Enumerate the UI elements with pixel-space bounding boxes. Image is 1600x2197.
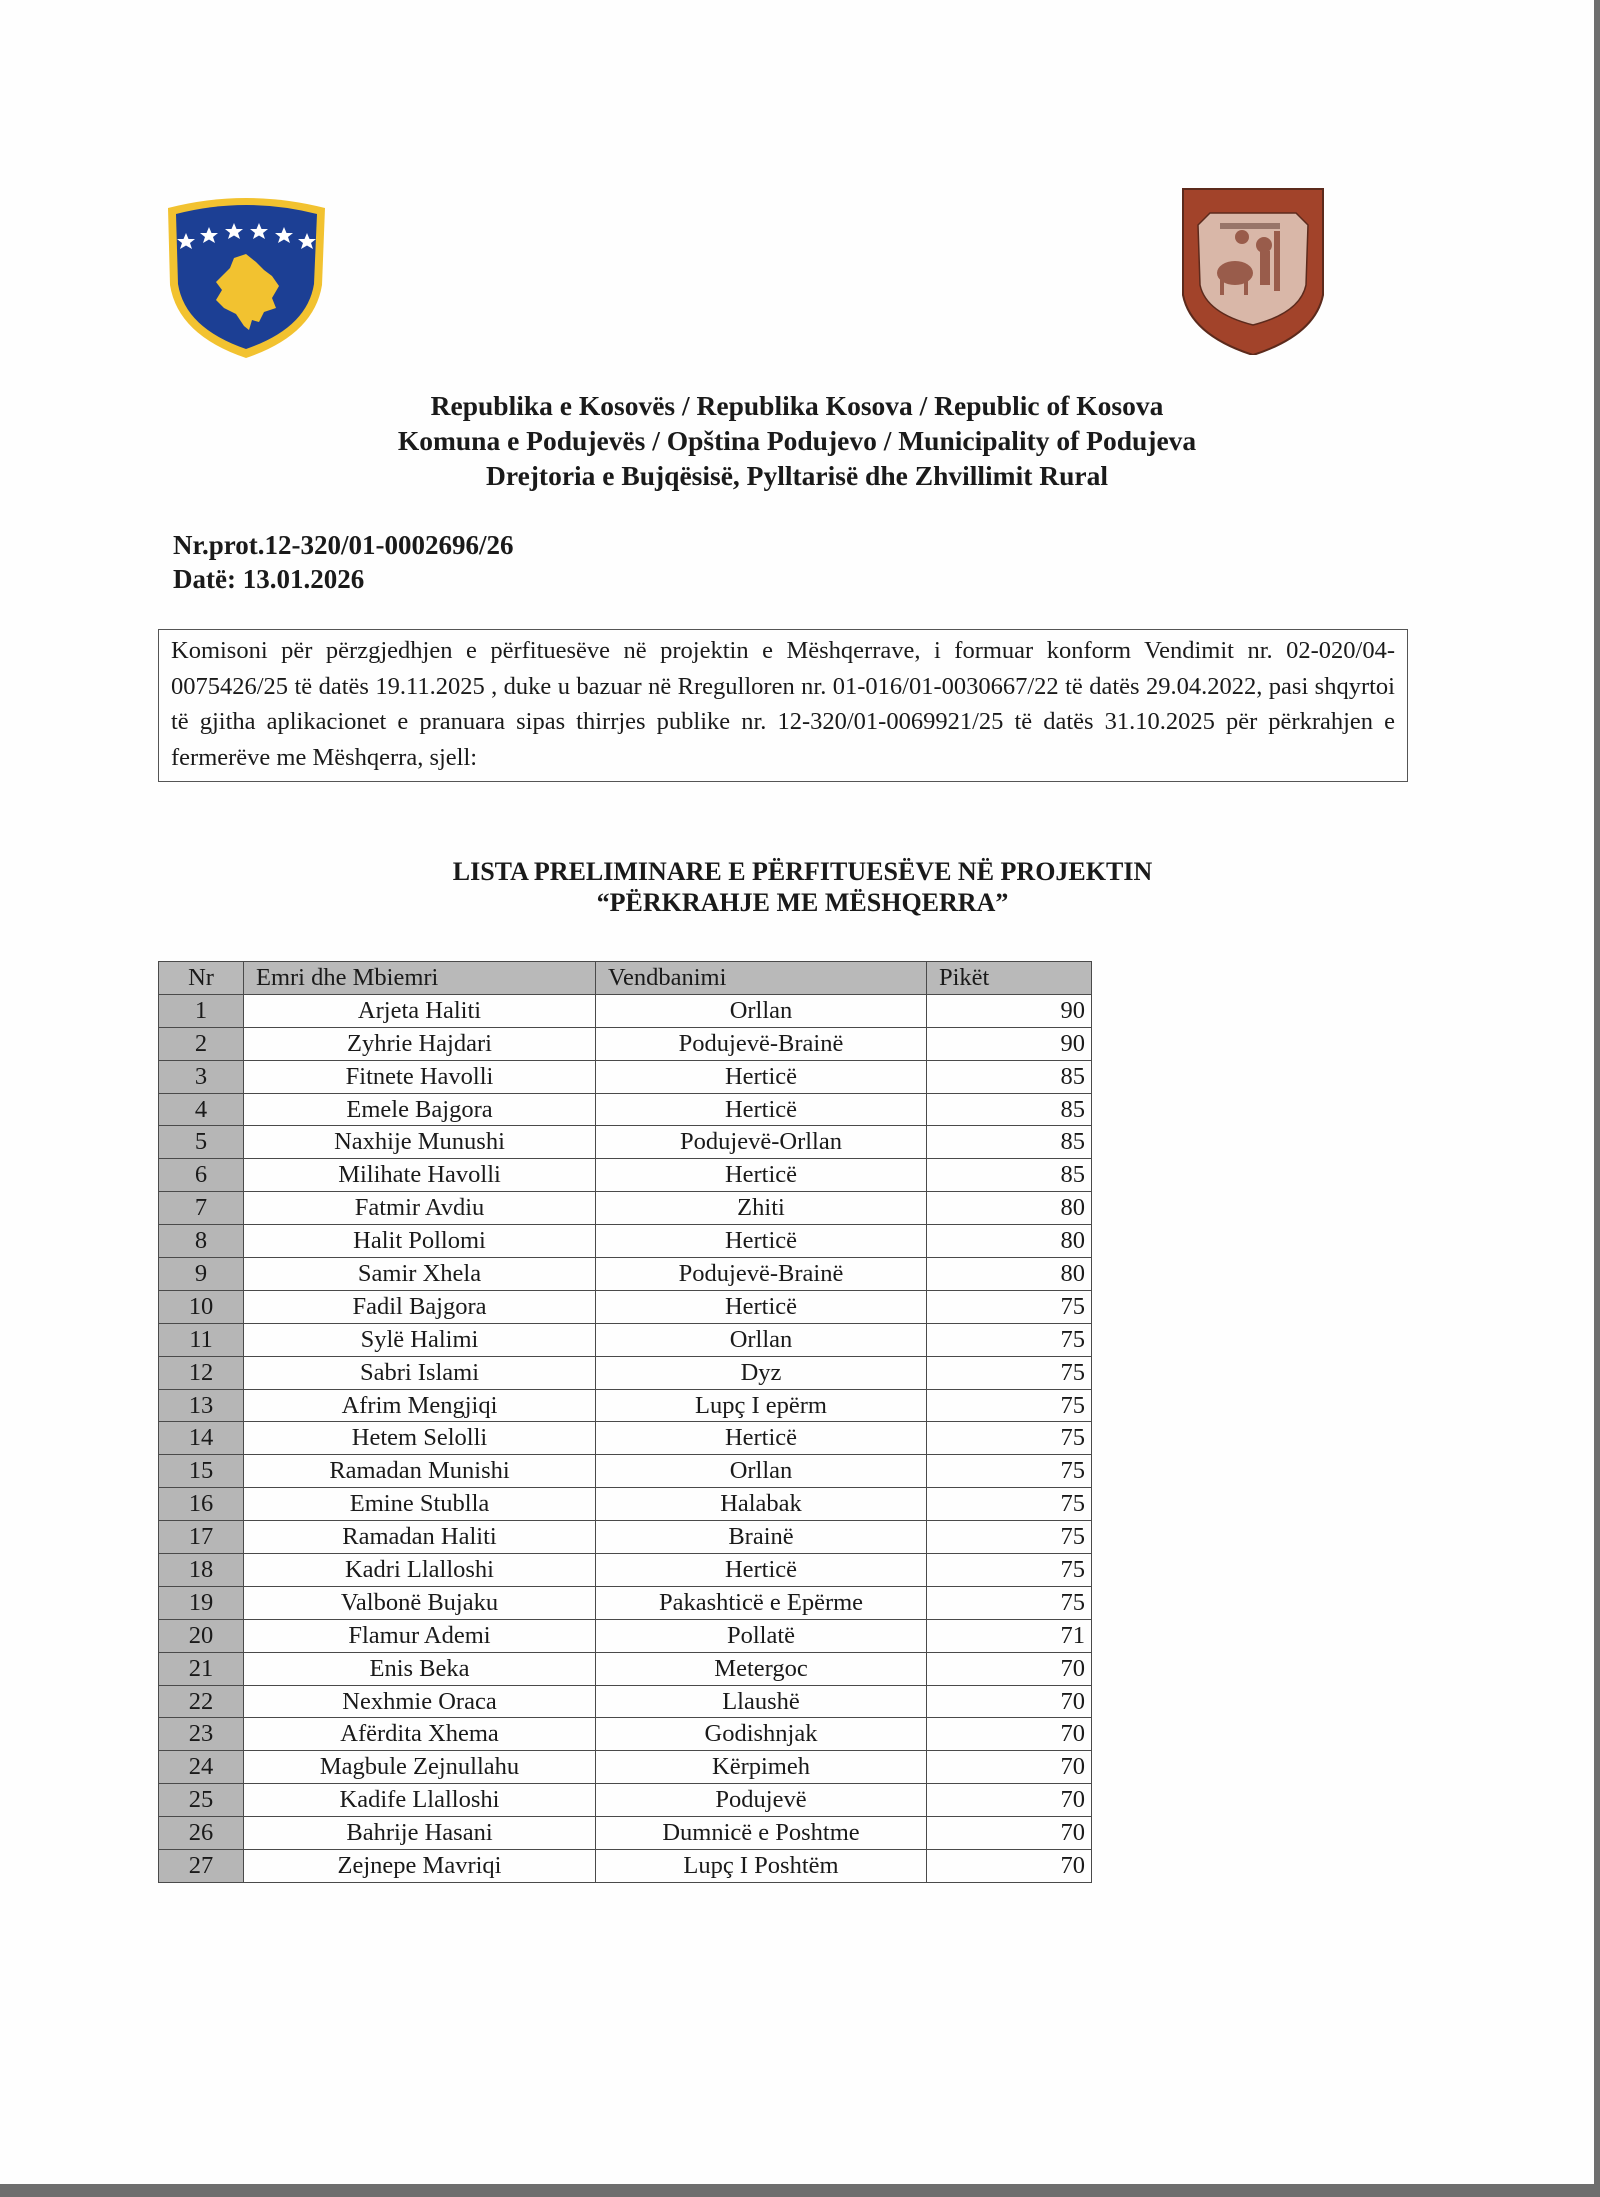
residence: Herticë: [596, 1554, 927, 1587]
beneficiary-name: Bahrije Hasani: [244, 1817, 596, 1850]
row-number: 14: [159, 1422, 244, 1455]
table-row: [159, 1323, 1092, 1356]
residence: Herticë: [596, 1060, 927, 1093]
list-title-line2: “PËRKRAHJE ME MËSHQERRA”: [596, 888, 1009, 917]
table-row: [159, 994, 1092, 1027]
list-title-line1: LISTA PRELIMINARE E PËRFITUESËVE NË PROJEKTIN: [452, 857, 1153, 886]
kosovo-emblem-icon: [164, 190, 329, 360]
table-header-row: [159, 962, 1092, 995]
residence: Dumnicë e Poshtme: [596, 1817, 927, 1850]
table-row: [159, 1685, 1092, 1718]
residence: Podujevë-Brainë: [596, 1258, 927, 1291]
row-number: 2: [159, 1027, 244, 1060]
row-number: 3: [159, 1060, 244, 1093]
residence: Llaushë: [596, 1685, 927, 1718]
points: 85: [927, 1126, 1092, 1159]
residence: Orllan: [596, 1455, 927, 1488]
points: 85: [927, 1060, 1092, 1093]
beneficiary-name: Sylë Halimi: [244, 1323, 596, 1356]
beneficiary-name: Arjeta Haliti: [244, 994, 596, 1027]
header-line-republic: Republika e Kosovës / Republika Kosova / Republic of Kosova: [430, 390, 1164, 421]
points: 71: [927, 1619, 1092, 1652]
beneficiary-name: Milihate Havolli: [244, 1159, 596, 1192]
column-header-points: Pikët: [927, 962, 1092, 995]
points: 70: [927, 1718, 1092, 1751]
list-title: [0, 856, 1600, 918]
beneficiary-name: Fadil Bajgora: [244, 1290, 596, 1323]
table-row: [159, 1554, 1092, 1587]
residence: Herticë: [596, 1093, 927, 1126]
beneficiary-name: Sabri Islami: [244, 1356, 596, 1389]
table-row: [159, 1817, 1092, 1850]
points: 70: [927, 1685, 1092, 1718]
table-row: [159, 1488, 1092, 1521]
beneficiary-name: Emele Bajgora: [244, 1093, 596, 1126]
table-row: [159, 1126, 1092, 1159]
points: 90: [927, 994, 1092, 1027]
row-number: 18: [159, 1554, 244, 1587]
table-row: [159, 1192, 1092, 1225]
points: 75: [927, 1290, 1092, 1323]
points: 70: [927, 1784, 1092, 1817]
residence: Halabak: [596, 1488, 927, 1521]
points: 75: [927, 1554, 1092, 1587]
residence: Metergoc: [596, 1652, 927, 1685]
intro-paragraph: Komisoni për përzgjedhjen e përfituesëve në projektin e Mëshqerrave, i formuar konform Vendimit nr. 02-020/04-0075426/25 të datës 19.11.2025 , duke u bazuar në Rregulloren nr. 01-016/01-0030667/22 të datës 29.04.2022, pasi shqyrtoi të gjitha aplikacionet e pranuara sipas thirrjes publike nr. 12-320/01-0069921/25 të datës 31.10.2025 për përkrahjen e fermerëve me Mëshqerra, sjell:: [158, 629, 1408, 782]
table-row: [159, 1586, 1092, 1619]
row-number: 24: [159, 1751, 244, 1784]
points: 75: [927, 1521, 1092, 1554]
row-number: 7: [159, 1192, 244, 1225]
row-number: 27: [159, 1850, 244, 1883]
residence: Podujevë-Orllan: [596, 1126, 927, 1159]
column-header-residence: Vendbanimi: [596, 962, 927, 995]
column-header-name: Emri dhe Mbiemri: [244, 962, 596, 995]
beneficiary-name: Enis Beka: [244, 1652, 596, 1685]
beneficiary-name: Kadife Llalloshi: [244, 1784, 596, 1817]
row-number: 13: [159, 1389, 244, 1422]
beneficiary-name: Fatmir Avdiu: [244, 1192, 596, 1225]
residence: Podujevë: [596, 1784, 927, 1817]
points: 70: [927, 1652, 1092, 1685]
beneficiary-name: Ramadan Haliti: [244, 1521, 596, 1554]
residence: Brainë: [596, 1521, 927, 1554]
beneficiary-name: Nexhmie Oraca: [244, 1685, 596, 1718]
table-row: [159, 1356, 1092, 1389]
table-row: [159, 1619, 1092, 1652]
protocol-number: Nr.prot.12-320/01-0002696/26: [173, 530, 514, 560]
beneficiary-name: Halit Pollomi: [244, 1225, 596, 1258]
beneficiary-name: Afërdita Xhema: [244, 1718, 596, 1751]
residence: Lupç I epërm: [596, 1389, 927, 1422]
table-row: [159, 1159, 1092, 1192]
points: 85: [927, 1093, 1092, 1126]
points: 90: [927, 1027, 1092, 1060]
document-date: Datë: 13.01.2026: [173, 564, 365, 594]
table-row: [159, 1027, 1092, 1060]
beneficiary-name: Emine Stublla: [244, 1488, 596, 1521]
row-number: 16: [159, 1488, 244, 1521]
points: 85: [927, 1159, 1092, 1192]
points: 75: [927, 1389, 1092, 1422]
beneficiary-name: Flamur Ademi: [244, 1619, 596, 1652]
row-number: 22: [159, 1685, 244, 1718]
column-header-nr: Nr: [159, 962, 244, 995]
residence: Dyz: [596, 1356, 927, 1389]
table-row: [159, 1093, 1092, 1126]
points: 80: [927, 1225, 1092, 1258]
institution-header: [0, 388, 1594, 493]
table-row: [159, 1652, 1092, 1685]
points: 80: [927, 1192, 1092, 1225]
residence: Herticë: [596, 1422, 927, 1455]
residence: Podujevë-Brainë: [596, 1027, 927, 1060]
beneficiary-name: Valbonë Bujaku: [244, 1586, 596, 1619]
residence: Pakashticë e Epërme: [596, 1586, 927, 1619]
row-number: 21: [159, 1652, 244, 1685]
residence: Godishnjak: [596, 1718, 927, 1751]
residence: Orllan: [596, 994, 927, 1027]
points: 75: [927, 1323, 1092, 1356]
beneficiary-name: Ramadan Munishi: [244, 1455, 596, 1488]
table-row: [159, 1258, 1092, 1291]
residence: Orllan: [596, 1323, 927, 1356]
beneficiary-name: Naxhije Munushi: [244, 1126, 596, 1159]
beneficiary-name: Kadri Llalloshi: [244, 1554, 596, 1587]
points: 75: [927, 1356, 1092, 1389]
row-number: 19: [159, 1586, 244, 1619]
table-row: [159, 1751, 1092, 1784]
row-number: 17: [159, 1521, 244, 1554]
row-number: 1: [159, 994, 244, 1027]
residence: Kërpimeh: [596, 1751, 927, 1784]
beneficiary-name: Samir Xhela: [244, 1258, 596, 1291]
table-row: [159, 1455, 1092, 1488]
row-number: 23: [159, 1718, 244, 1751]
table-row: [159, 1422, 1092, 1455]
header-line-municipality: Komuna e Podujevës / Opština Podujevo / Municipality of Podujeva: [397, 425, 1197, 456]
residence: Herticë: [596, 1159, 927, 1192]
row-number: 8: [159, 1225, 244, 1258]
residence: Lupç I Poshtëm: [596, 1850, 927, 1883]
beneficiary-name: Afrim Mengjiqi: [244, 1389, 596, 1422]
beneficiary-name: Fitnete Havolli: [244, 1060, 596, 1093]
table-row: [159, 1389, 1092, 1422]
residence: Herticë: [596, 1290, 927, 1323]
beneficiaries-table: [158, 961, 1092, 1883]
row-number: 12: [159, 1356, 244, 1389]
table-row: [159, 1225, 1092, 1258]
beneficiary-name: Zyhrie Hajdari: [244, 1027, 596, 1060]
row-number: 15: [159, 1455, 244, 1488]
row-number: 6: [159, 1159, 244, 1192]
row-number: 26: [159, 1817, 244, 1850]
header-line-directorate: Drejtoria e Bujqësisë, Pylltarisë dhe Zhvillimit Rural: [486, 460, 1108, 491]
residence: Zhiti: [596, 1192, 927, 1225]
table-body: [159, 994, 1092, 1882]
points: 75: [927, 1586, 1092, 1619]
points: 80: [927, 1258, 1092, 1291]
document-reference: [173, 528, 514, 596]
residence: Herticë: [596, 1225, 927, 1258]
points: 70: [927, 1751, 1092, 1784]
points: 70: [927, 1817, 1092, 1850]
points: 75: [927, 1488, 1092, 1521]
row-number: 9: [159, 1258, 244, 1291]
table-row: [159, 1850, 1092, 1883]
row-number: 25: [159, 1784, 244, 1817]
table-row: [159, 1290, 1092, 1323]
row-number: 20: [159, 1619, 244, 1652]
table-row: [159, 1784, 1092, 1817]
points: 75: [927, 1455, 1092, 1488]
residence: Pollatë: [596, 1619, 927, 1652]
beneficiary-name: Hetem Selolli: [244, 1422, 596, 1455]
table-row: [159, 1060, 1092, 1093]
row-number: 5: [159, 1126, 244, 1159]
row-number: 10: [159, 1290, 244, 1323]
table-row: [159, 1521, 1092, 1554]
row-number: 4: [159, 1093, 244, 1126]
podujeva-emblem-icon: [1180, 185, 1326, 355]
row-number: 11: [159, 1323, 244, 1356]
table-row: [159, 1718, 1092, 1751]
beneficiary-name: Magbule Zejnullahu: [244, 1751, 596, 1784]
points: 75: [927, 1422, 1092, 1455]
points: 70: [927, 1850, 1092, 1883]
beneficiary-name: Zejnepe Mavriqi: [244, 1850, 596, 1883]
